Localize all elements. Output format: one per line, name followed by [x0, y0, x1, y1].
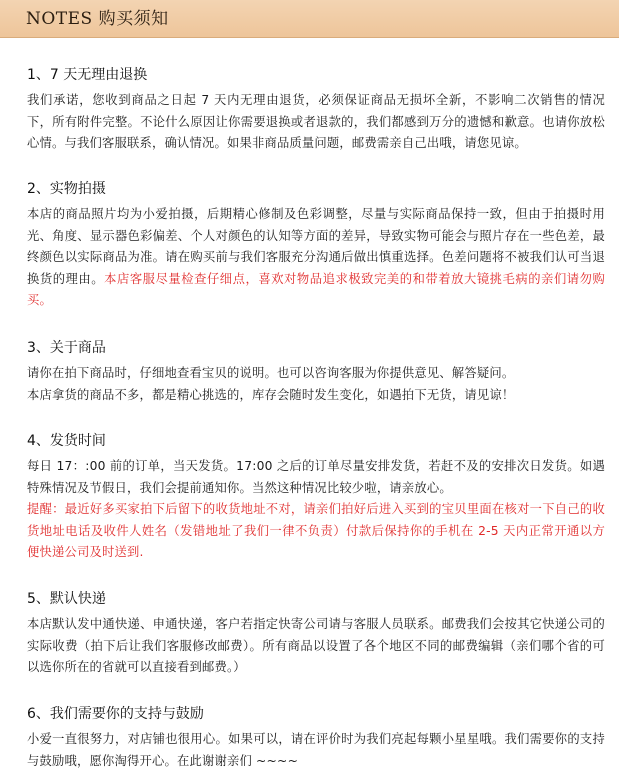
warning-text: 本店客服尽量检查仔细点，喜欢对物品追求极致完美的和带着放大镜挑毛病的亲们请勿购买。: [27, 271, 605, 307]
section-courier: [27, 590, 605, 679]
section-title: 4、发货时间: [27, 433, 106, 449]
paragraph-text: 本店的商品照片均为小爱拍摄，后期精心修制及色彩调整，尽量与实际商品保持一致，但由于拍摄时用光、角度、显示器色彩偏差、个人对颜色的认知等方面的差异，导致实物可能会与照片存在一些色差，最终颜色以实际商品为准。请在购买前与我们客服充分沟通后做出慎重选择。色差问题将不被我们认可当退换货的理由。: [27, 207, 605, 286]
section-paragraph: 小爱一直很努力，对店铺也很用心。如果可以，请在评价时为我们亮起每颗小星星哦。我们需要你的支持与鼓励哦，愿你淘得开心。在此谢谢亲们 ~~~~: [27, 732, 605, 768]
header-bar: [0, 0, 619, 38]
section-paragraph: 本店拿货的商品不多，都是精心挑选的，库存会随时发生变化，如遇拍下无货，请见谅！: [27, 387, 515, 402]
section-paragraph: 每日 17：:00 前的订单，当天发货。17:00 之后的订单尽量安排发货，若赶不及的安排次日发货。如遇特殊情况及节假日，我们会提前通知你。当然这种情况比较少啦，请亲放心。: [27, 459, 605, 495]
section-title: 6、我们需要你的支持与鼓励: [27, 706, 204, 722]
section-shipping-time: [27, 432, 605, 564]
section-photos: [27, 180, 605, 312]
section-title: 1、7 天无理由退换: [27, 67, 148, 83]
section-paragraph: 我们承诺，您收到商品之日起 7 天内无理由退货，必须保证商品无损坏全新，不影响二次销售的情况下，所有附件完整。不论什么原因让你需要退换或者退款的，我们都感到万分的遗憾和歉意。也请你放松心情。与我们客服联系，确认情况。如果非商品质量问题，邮费需亲自己出哦，请您见谅。: [27, 93, 605, 150]
section-title: 3、关于商品: [27, 340, 106, 356]
section-title: 2、实物拍摄: [27, 181, 106, 197]
page-title: NOTES 购买须知: [26, 9, 169, 29]
section-title: 5、默认快递: [27, 591, 106, 607]
reminder-paragraph: 提醒：最近好多买家拍下后留下的收货地址不对，请亲们拍好后进入买到的宝贝里面在核对一下自己的收货地址电话及收件人姓名（发错地址了我们一律不负责）付款后保持你的手机在 2-5 天内正常开通以方便快递公司及时送到.: [27, 502, 605, 559]
section-products: [27, 339, 605, 406]
section-returns: [27, 66, 605, 155]
section-paragraph: 本店默认发中通快递、申通快递，客户若指定快寄公司请与客服人员联系。邮费我们会按其它快递公司的实际收费（拍下后让我们客服修改邮费）。所有商品以设置了各个地区不同的邮费编辑（亲们哪个省的可以选你所在的省就可以直接看到邮费。）: [27, 617, 605, 674]
section-paragraph: 请你在拍下商品时，仔细地查看宝贝的说明。也可以咨询客服为你提供意见、解答疑问。: [27, 366, 515, 380]
section-support: [27, 705, 605, 772]
section-paragraph: [27, 204, 605, 312]
